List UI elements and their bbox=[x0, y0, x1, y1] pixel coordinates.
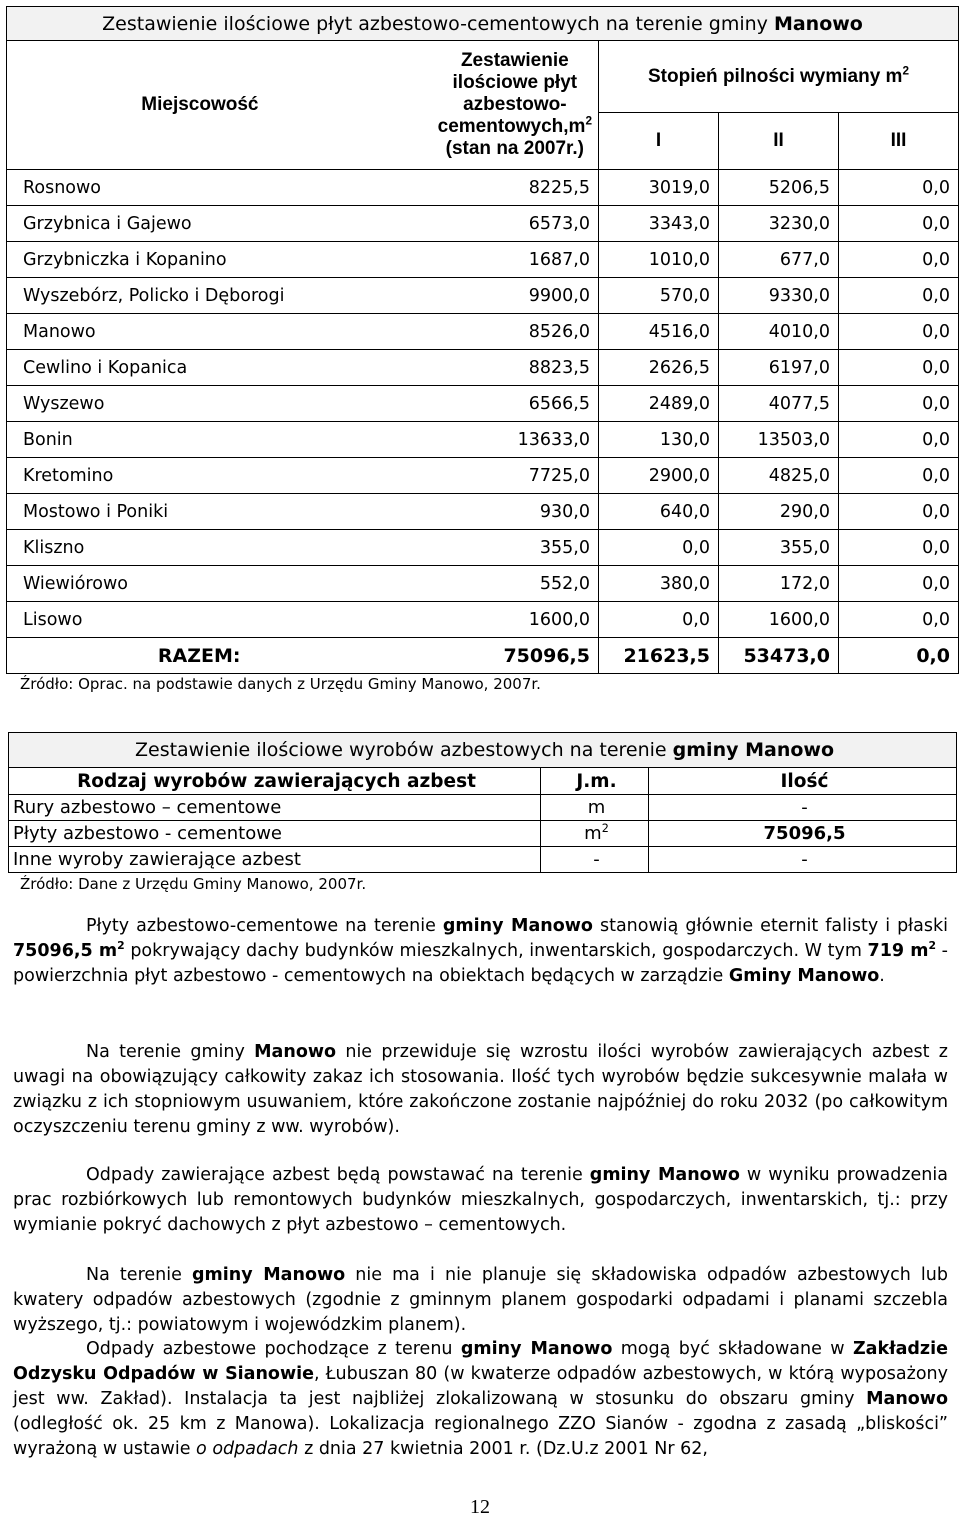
table-row bbox=[7, 566, 959, 602]
table-row bbox=[7, 242, 959, 278]
place-name: Kliszno bbox=[7, 530, 229, 566]
product-unit: m bbox=[541, 795, 649, 821]
amount-degree-ii: 290,0 bbox=[719, 494, 839, 530]
header-quantity: Ilość bbox=[649, 768, 957, 795]
asbestos-products-table bbox=[8, 732, 957, 893]
table2-source: Źródło: Dane z Urzędu Gminy Manowo, 2007r. bbox=[20, 875, 367, 893]
header-degree: Stopień pilności wymiany $m^2$ bbox=[599, 41, 959, 113]
amount-total: 930,0 bbox=[229, 494, 599, 530]
amount-degree-i: 380,0 bbox=[599, 566, 719, 602]
table1-total-row bbox=[7, 638, 959, 674]
amount-degree-iii: 0,0 bbox=[839, 566, 959, 602]
table1-header-row bbox=[7, 41, 959, 113]
place-name: Grzybnica i Gajewo bbox=[7, 206, 229, 242]
table-row bbox=[7, 530, 959, 566]
table-row bbox=[7, 494, 959, 530]
table-row bbox=[9, 795, 957, 821]
amount-total: 9900,0 bbox=[229, 278, 599, 314]
paragraph-5: Odpady azbestowe pochodzące z terenu gminy Manowo mogą być składowane w Zakładzie Odzysku Odpadów w Sianowie, Łubuszan 80 (w kwaterze odpadów azbestowych, w którą wyposażony jest ww. Zakład). Instalacja ta jest najbliżej zlokalizowaną w stosunku do obszaru gminy Manowo (odległość ok. 25 km z Manowa). Lokalizacja regionalnego ZZO Sianów - zgodna z zasadą „bliskości” wyrażoną w ustawie o odpadach z dnia 27 kwietnia 2001 r. (Dz.U.z 2001 Nr 62, bbox=[13, 1339, 948, 1459]
amount-total: 355,0 bbox=[229, 530, 599, 566]
amount-total: 7725,0 bbox=[229, 458, 599, 494]
place-name: Rosnowo bbox=[7, 170, 229, 206]
place-name: Wyszewo bbox=[7, 386, 229, 422]
amount-degree-iii: 0,0 bbox=[839, 350, 959, 386]
table-row bbox=[7, 422, 959, 458]
page-number: 12 bbox=[470, 1496, 490, 1518]
amount-total: 1687,0 bbox=[229, 242, 599, 278]
amount-degree-ii: 4825,0 bbox=[719, 458, 839, 494]
amount-degree-iii: 0,0 bbox=[839, 602, 959, 638]
table2-title-row bbox=[9, 733, 957, 768]
amount-degree-i: 2489,0 bbox=[599, 386, 719, 422]
amount-degree-ii: 6197,0 bbox=[719, 350, 839, 386]
table-row bbox=[9, 821, 957, 847]
table-row bbox=[7, 170, 959, 206]
amount-degree-i: 130,0 bbox=[599, 422, 719, 458]
amount-degree-iii: 0,0 bbox=[839, 422, 959, 458]
place-name: Cewlino i Kopanica bbox=[7, 350, 229, 386]
amount-degree-ii: 4077,5 bbox=[719, 386, 839, 422]
total-degree-i: 21623,5 bbox=[599, 638, 719, 674]
amount-degree-i: 570,0 bbox=[599, 278, 719, 314]
amount-degree-ii: 9330,0 bbox=[719, 278, 839, 314]
amount-total: 13633,0 bbox=[229, 422, 599, 458]
place-name: Wiewiórowo bbox=[7, 566, 229, 602]
amount-degree-ii: 5206,5 bbox=[719, 170, 839, 206]
amount-degree-iii: 0,0 bbox=[839, 314, 959, 350]
table-row bbox=[9, 847, 957, 873]
amount-degree-iii: 0,0 bbox=[839, 458, 959, 494]
amount-total: 552,0 bbox=[229, 566, 599, 602]
table2-header-row bbox=[9, 768, 957, 795]
table-row bbox=[7, 314, 959, 350]
amount-degree-iii: 0,0 bbox=[839, 278, 959, 314]
product-unit: - bbox=[541, 847, 649, 873]
table-row bbox=[7, 278, 959, 314]
table-row bbox=[7, 386, 959, 422]
table-row bbox=[7, 350, 959, 386]
header-amount: Zestawienie ilościowe płyt azbestowo- $cementowych,m^2$ (stan na 2007r.) bbox=[229, 41, 599, 170]
amount-degree-ii: 1600,0 bbox=[719, 602, 839, 638]
header-product-type: Rodzaj wyrobów zawierających azbest bbox=[9, 768, 541, 795]
table1-title-row bbox=[7, 7, 959, 41]
amount-total: 6566,5 bbox=[229, 386, 599, 422]
amount-degree-ii: 172,0 bbox=[719, 566, 839, 602]
total-degree-ii: 53473,0 bbox=[719, 638, 839, 674]
total-amount: 75096,5 bbox=[229, 638, 599, 674]
product-quantity: - bbox=[649, 795, 957, 821]
amount-total: 8526,0 bbox=[229, 314, 599, 350]
product-name: Inne wyroby zawierające azbest bbox=[9, 847, 541, 873]
table2-title: Zestawienie ilościowe wyrobów azbestowych na terenie gminy Manowo bbox=[9, 733, 957, 768]
amount-degree-i: 3019,0 bbox=[599, 170, 719, 206]
product-name: Płyty azbestowo - cementowe bbox=[9, 821, 541, 847]
amount-degree-ii: 677,0 bbox=[719, 242, 839, 278]
total-label: RAZEM: bbox=[7, 638, 229, 674]
product-quantity: - bbox=[649, 847, 957, 873]
table-row bbox=[7, 458, 959, 494]
amount-degree-iii: 0,0 bbox=[839, 386, 959, 422]
table-row bbox=[7, 602, 959, 638]
amount-degree-iii: 0,0 bbox=[839, 530, 959, 566]
header-place: Miejscowość bbox=[7, 41, 229, 170]
amount-degree-i: 640,0 bbox=[599, 494, 719, 530]
paragraph-4: Na terenie gminy Manowo nie ma i nie planuje się składowiska odpadów azbestowych lub kwatery odpadów azbestowych (zgodnie z gminnym planem gospodarki odpadami i planami szczebla wyższego, tj.: powiatowym i wojewódzkim planem). bbox=[13, 1265, 948, 1335]
place-name: Kretomino bbox=[7, 458, 229, 494]
amount-degree-ii: 4010,0 bbox=[719, 314, 839, 350]
amount-degree-i: 0,0 bbox=[599, 530, 719, 566]
amount-degree-ii: 3230,0 bbox=[719, 206, 839, 242]
place-name: Bonin bbox=[7, 422, 229, 458]
place-name: Mostowo i Poniki bbox=[7, 494, 229, 530]
header-degree-ii: II bbox=[719, 113, 839, 170]
asbestos-plates-table bbox=[6, 6, 958, 693]
amount-degree-ii: 355,0 bbox=[719, 530, 839, 566]
amount-degree-iii: 0,0 bbox=[839, 170, 959, 206]
place-name: Grzybniczka i Kopanino bbox=[7, 242, 229, 278]
amount-degree-iii: 0,0 bbox=[839, 242, 959, 278]
table1-title: Zestawienie ilościowe płyt azbestowo-cementowych na terenie gminy Manowo bbox=[7, 7, 959, 41]
place-name: Lisowo bbox=[7, 602, 229, 638]
amount-total: 1600,0 bbox=[229, 602, 599, 638]
table1-source: Źródło: Oprac. na podstawie danych z Urzędu Gminy Manowo, 2007r. bbox=[20, 675, 541, 693]
place-name: Manowo bbox=[7, 314, 229, 350]
header-degree-i: I bbox=[599, 113, 719, 170]
product-quantity: 75096,5 bbox=[649, 821, 957, 847]
amount-degree-i: 4516,0 bbox=[599, 314, 719, 350]
header-unit: J.m. bbox=[541, 768, 649, 795]
paragraph-1: Płyty azbestowo-cementowe na terenie gminy Manowo stanowią głównie eternit falisty i płaski 75096,5 $m^2$ pokrywający dachy budynków mieszkalnych, inwentarskich, gospodarczych. W tym 719 $m^2$ - powierzchnia płyt azbestowo - cementowych na obiektach będących w zarządzie Gminy Manowo. bbox=[13, 916, 948, 986]
amount-degree-ii: 13503,0 bbox=[719, 422, 839, 458]
amount-total: 8225,5 bbox=[229, 170, 599, 206]
total-degree-iii: 0,0 bbox=[839, 638, 959, 674]
product-unit: $m^2$ bbox=[541, 821, 649, 847]
amount-degree-i: 2900,0 bbox=[599, 458, 719, 494]
amount-total: 6573,0 bbox=[229, 206, 599, 242]
product-name: Rury azbestowo – cementowe bbox=[9, 795, 541, 821]
header-degree-iii: III bbox=[839, 113, 959, 170]
amount-degree-i: 0,0 bbox=[599, 602, 719, 638]
amount-degree-i: 2626,5 bbox=[599, 350, 719, 386]
paragraph-2: Na terenie gminy Manowo nie przewiduje się wzrostu ilości wyrobów zawierających azbest z uwagi na obowiązujący całkowity zakaz ich stosowania. Ilość tych wyrobów będzie sukcesywnie malała w związku z ich stopniowym usuwaniem, które zakończone zostanie najpóźniej do roku 2032 (po całkowitym oczyszczeniu terenu gminy z ww. wyrobów). bbox=[13, 1042, 948, 1137]
place-name: Wyszebórz, Policko i Dęborogi bbox=[7, 278, 229, 314]
amount-degree-iii: 0,0 bbox=[839, 206, 959, 242]
amount-degree-i: 1010,0 bbox=[599, 242, 719, 278]
amount-degree-iii: 0,0 bbox=[839, 494, 959, 530]
amount-degree-i: 3343,0 bbox=[599, 206, 719, 242]
table-row bbox=[7, 206, 959, 242]
paragraph-3: Odpady zawierające azbest będą powstawać na terenie gminy Manowo w wyniku prowadzenia prac rozbiórkowych lub remontowych budynków mieszkalnych, gospodarczych, inwentarskich, tj.: przy wymianie pokryć dachowych z płyt azbestowo – cementowych. bbox=[13, 1165, 948, 1235]
amount-total: 8823,5 bbox=[229, 350, 599, 386]
